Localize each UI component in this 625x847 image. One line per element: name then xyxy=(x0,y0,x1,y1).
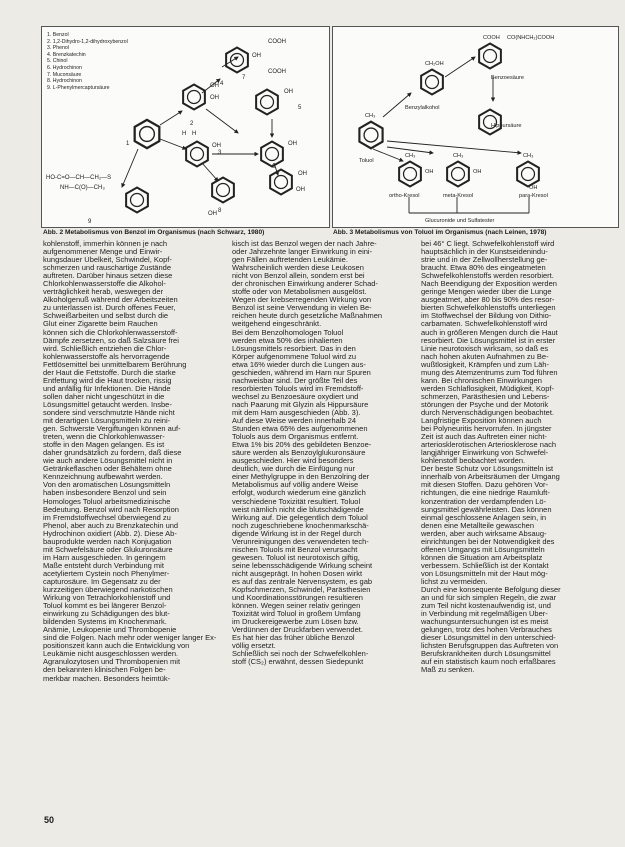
glucuronide-label: Glucuronide und Sulfatester xyxy=(425,218,495,224)
text-line: dieser Lösungsmittel in den unterschied- xyxy=(421,634,556,643)
text-line: Dämpfe zersetzen, so daß Salzsäure frei xyxy=(43,336,179,345)
text-line: werden, aber auch wirksame Absaug- xyxy=(421,529,547,538)
text-line: bierten Schwefelkohlenstoffs unterliegen xyxy=(421,304,556,313)
text-line: einwirkung zu Schädigungen des blut- xyxy=(43,610,170,619)
text-line: wechsel zu Benzoesäure oxydiert und xyxy=(232,392,359,401)
compound-number: 5 xyxy=(298,105,302,111)
text-line: kann. Bei chronischen Einwirkungen xyxy=(421,376,542,385)
text-line: Es hat hier das früher übliche Benzol xyxy=(232,634,355,643)
text-line: carbamaten. Schwefelkohlenstoff wird xyxy=(421,320,548,329)
text-line: strie und in der Zellwollherstellung ge- xyxy=(421,256,548,265)
legend-item: 1. Benzol xyxy=(47,32,69,38)
compound-number: 3 xyxy=(218,150,222,156)
text-line: Homologes Toluol arbeitsmedizinische xyxy=(43,497,171,506)
legend-item: 4. Brenzkatechin xyxy=(47,51,86,58)
text-line: wird. Schließlich entziehen die Chlor- xyxy=(43,344,167,353)
text-line: gelungen, trotz des hohen Verbrauches xyxy=(421,626,552,635)
text-line: es auf das zentrale Nervensystem, es gab xyxy=(232,577,373,586)
text-line: zum Teil nicht kostenaufwendig ist, und xyxy=(421,602,551,611)
compound-number: 7 xyxy=(242,75,246,81)
compound-number: 9 xyxy=(88,219,92,225)
group-label: CO(NHCH₂)COOH xyxy=(507,35,555,41)
benzol-pathway-diagram xyxy=(42,27,329,227)
text-line: kohlenstoff, immerhin können je nach xyxy=(43,240,168,248)
text-line: Wirkung auf. Die gelegentlich dem Toluol xyxy=(232,513,368,522)
compound-name: Benzoesäure xyxy=(491,75,524,81)
text-line: und Koordinationsstörungen resultieren xyxy=(232,594,363,603)
text-line: Bedeutung. Benzol wird nach Resorption xyxy=(43,505,179,514)
text-line: auf ein statistisch kaum noch erfaßbares xyxy=(421,658,556,667)
text-line: bei Polyneuritis hervorrufen. In jüngster xyxy=(421,425,552,434)
atom-label: COOH xyxy=(268,69,286,75)
text-line: in Verbindung mit regelmäßigen Über- xyxy=(421,610,548,619)
text-line: den bekannten klinischen Folgen be- xyxy=(43,666,166,675)
text-line: acetyliertem Cystein noch Phenylmer- xyxy=(43,569,170,578)
atom-label: OH xyxy=(288,141,297,147)
text-line: gewesen. Toluol ist neurotoxisch giftig, xyxy=(232,553,360,562)
text-line: kohlenwasserstoffe als hervorragende xyxy=(43,352,170,361)
text-line: Schließlich sei noch der Schwefelkohlen- xyxy=(232,650,369,659)
text-line: nach Paarung mit Glyzin als Hippursäure xyxy=(232,400,369,409)
group-label: OH xyxy=(425,169,434,175)
text-line: ausgeatmet, aber 80 bis 90% des resor- xyxy=(421,296,555,305)
text-line: Leukämie nicht ausgeschlossen werden. xyxy=(43,650,179,659)
text-line: offenen Umgangs mit Lösungsmitteln xyxy=(421,545,545,554)
atom-label: OH xyxy=(210,95,219,101)
text-line: treten, wenn die Chlorkohlenwasser- xyxy=(43,433,165,442)
text-line: ausgeschieden. Hier wird besonders xyxy=(232,457,354,466)
text-line: können sich die Chlorkohlenwasserstoff- xyxy=(43,328,178,337)
text-line: und anfällig für Infektionen. Die Hände xyxy=(43,384,171,393)
text-line: an und für sich simplen Regeln, die zwar xyxy=(421,594,557,603)
group-label: OH xyxy=(529,185,538,191)
compound-number: 1 xyxy=(126,141,130,147)
compound-name: para-Kresol xyxy=(519,193,548,199)
text-line: Von den aromatischen Lösungsmitteln xyxy=(43,481,171,490)
text-line: können. Wegen seiner relativ geringen xyxy=(232,602,361,611)
text-line: mit Schwefelsäure oder Glukuronsäure xyxy=(43,545,173,554)
legend-item: 9. L-Phenylmercaptursäure xyxy=(47,84,110,91)
text-line: digende Wirkung ist in der Regel durch xyxy=(232,529,362,538)
figure-caption: Abb. 3 Metabolismus von Toluol im Organismus (nach Leinen, 1978) xyxy=(333,229,547,236)
text-line: sind die Folgen. Nach mehr oder weniger langer Ex- xyxy=(43,634,217,643)
text-line: Hydrochinon oxidiert (Abb. 2). Diese Ab- xyxy=(43,529,177,538)
text-line: sondere sind verschmutzte Hände nicht xyxy=(43,408,175,417)
text-line: Maße entsteht durch Verbindung mit xyxy=(43,561,164,570)
text-line: sungsmittel gewährleisten. Das können xyxy=(421,505,552,514)
text-line: auch in größeren Mengen durch die Haut xyxy=(421,328,558,337)
text-line: nachweisbar sind. Der größte Teil des xyxy=(232,376,358,385)
text-line: Langfristige Exposition können auch xyxy=(421,417,542,426)
text-line: wachungsuntersuchungen ist es meist xyxy=(421,618,549,627)
text-line: langjähriger Einwirkung von Schwefel- xyxy=(421,449,549,458)
text-line: stoff (CS₂) erwähnt, dessen Siedepunkt xyxy=(232,658,364,667)
text-line: Lösungsmittels resorbiert. Das in den xyxy=(232,344,356,353)
text-line: haben insbesondere Benzol und sein xyxy=(43,489,167,498)
text-line: werden Schlaflosigkeit, Müdigkeit, Kopf- xyxy=(421,384,554,393)
text-line: positionszeit kann auch die Entwicklung von xyxy=(43,642,190,651)
compound-name: Hippursäure xyxy=(491,123,522,129)
text-line: wie auch andere Lösungsmittel nicht in xyxy=(43,457,173,466)
text-line: Maß zu senken. xyxy=(421,666,475,675)
text-line: verbessern. Schließlich ist der Kontakt xyxy=(421,561,549,570)
text-line: nach hohen akuten Aufnahmen zu Be- xyxy=(421,352,549,361)
compound-name: Benzylalkohol xyxy=(405,105,440,111)
text-line: Lösungsmittel getaucht werden. Insbe- xyxy=(43,400,172,409)
text-line: nicht von Benzol allein, sondern erst bei xyxy=(232,272,365,281)
text-line: Berufskrankheiten durch Lösungsmittel xyxy=(421,650,551,659)
text-line: Phenol, aber auch zu Brenzkatechin und xyxy=(43,521,179,530)
text-line: Auf diese Weise werden innerhalb 24 xyxy=(232,417,357,426)
text-line: säure werden als Benzoylglukuronsäure xyxy=(232,449,366,458)
text-line: können die Situation am Arbeitsplatz xyxy=(421,553,543,562)
text-line: innerhalb von Arbeitsräumen der Umgang xyxy=(421,473,560,482)
text-line: Stunden etwa 65% des aufgenommenen xyxy=(232,425,368,434)
side-chain-label: HO-C=O—CH—CH₂—S xyxy=(46,175,112,181)
legend-item: 6. Hydrochinon xyxy=(47,64,82,71)
text-line: völlig ersetzt. xyxy=(232,642,276,651)
text-line: einmal geschlossene Anlagen sein, in xyxy=(421,513,547,522)
text-column-1 xyxy=(43,240,225,683)
text-line: stoffe oder von Metabolismen ausgelöst. xyxy=(232,288,367,297)
group-label: OH xyxy=(473,169,482,175)
atom-label: OH xyxy=(252,53,261,59)
text-line: kungsdauer Übelkeit, Schwindel, Kopf- xyxy=(43,256,172,265)
text-line: werden etwa 50% des inhalierten xyxy=(232,336,343,345)
text-line: Toxizität wird Toluol in großem Umfang xyxy=(232,610,361,619)
page-number: 50 xyxy=(44,815,55,825)
text-line: etwa 16% wieder durch die Lungen aus- xyxy=(232,360,366,369)
text-line: Körper aufgenommene Toluol wird zu xyxy=(232,352,357,361)
text-line: der chronischen Einwirkung anderer Schad- xyxy=(232,280,378,289)
group-label: CH₃ xyxy=(523,153,534,159)
text-line: Etwa 1% bis 20% des gebildeten Benzoe- xyxy=(232,441,372,450)
text-line: Alkoholgenuß während der Arbeitszeiten xyxy=(43,296,178,305)
text-line: Toluols aus dem Organismus entfernt. xyxy=(232,433,359,442)
atom-label: H xyxy=(192,131,197,137)
legend-item: 2. 1,2-Dihydro-1,2-dihydroxybenzol xyxy=(47,38,128,45)
group-label: CH₂OH xyxy=(425,61,444,67)
text-line: Getränkeflaschen oder Behältern ohne xyxy=(43,465,172,474)
atom-label: COOH xyxy=(268,39,286,45)
text-line: capturosäure. Im Gegensatz zu der xyxy=(43,577,161,586)
legend-item: 8. Hydrochinon xyxy=(47,78,82,85)
text-line: Durch eine konsequente Befolgung dieser xyxy=(421,586,561,595)
text-line: Chlorkohlenwasserstoffe die Alkohol- xyxy=(43,280,166,289)
compound-number: 8 xyxy=(218,208,222,214)
text-line: weist nämlich nicht die blutschädigende xyxy=(232,505,364,514)
compound-name: ortho-Kresol xyxy=(389,193,420,199)
compound-name: meta-Kresol xyxy=(443,193,474,199)
text-line: der Haut die Fettstoffe. Durch die starke xyxy=(43,368,176,377)
text-line: Metabolismus auf völlig andere Weise xyxy=(232,481,359,490)
text-line: braucht. Etwa 80% des eingeatmeten xyxy=(421,264,546,273)
text-line: Fettlösemittel bei unmittelbarem Berührung xyxy=(43,360,187,369)
text-line: bauprodukte werden nach Konjugation xyxy=(43,537,172,546)
text-line: erfolgt, wodurch wiederum eine gänzlich xyxy=(232,489,366,498)
text-line: schmerzen und rauschartige Zustände xyxy=(43,264,171,273)
text-line: Bei dem Benzolhomologen Toluol xyxy=(232,328,344,337)
group-label: CH₃ xyxy=(405,153,416,159)
text-line: mit dem Harn ausgeschieden (Abb. 3). xyxy=(232,408,361,417)
text-line: resorbiert. Die Lösungsmittel ist in erster xyxy=(421,336,556,345)
text-line: konzentration der verdampfenden Lö- xyxy=(421,497,547,506)
text-line: mung des Atemzentrums zum Tod führen xyxy=(421,368,558,377)
compound-name: Toluol xyxy=(359,158,374,164)
text-line: Verdünnen der Druckfarben verwendet. xyxy=(232,626,363,635)
legend-item: 5. Chinol xyxy=(47,58,68,65)
text-line: gen Fällen auftretenden Leukämie. xyxy=(232,256,348,265)
compound-number: 2 xyxy=(190,121,194,127)
text-line: Glut einer Zigarette beim Rauchen xyxy=(43,320,158,329)
text-line: im Stoffwechsel der Bildung von Dithio- xyxy=(421,312,552,321)
atom-label: H xyxy=(182,131,187,137)
atom-label: OH xyxy=(210,83,219,89)
text-line: kohlenstoff beobachtet worden. xyxy=(421,457,526,466)
text-line: durch Nervenschädigungen beobachtet. xyxy=(421,408,555,417)
text-column-3 xyxy=(421,240,609,675)
text-line: mit derartigen Lösungsmitteln zu reini- xyxy=(43,417,171,426)
text-line: störungen der Psyche und der Motorik xyxy=(421,400,549,409)
text-line: seine lebensschädigende Wirkung scheint xyxy=(232,561,373,570)
text-line: Entfettung wird die Haut trocken, rissig xyxy=(43,376,172,385)
text-line: oder Jahrzehnte langer Einwirkung in eini- xyxy=(232,248,373,257)
text-line: Schweißarbeiten und selbst durch die xyxy=(43,312,169,321)
compound-number: 4 xyxy=(220,81,224,87)
text-line: merkbar machen. Besonders heimtük- xyxy=(43,674,171,683)
text-line: im Druckereigewerbe zum Lösen bzw. xyxy=(232,618,359,627)
text-line: Benzol ist seine Verwendung in vielen Be- xyxy=(232,304,372,313)
text-line: Wegen der krebserregenden Wirkung von xyxy=(232,296,372,305)
text-line: Schwefelkohlenstoffs werden resorbiert. xyxy=(421,272,554,281)
text-line: geringe Mengen wieder über die Lunge xyxy=(421,288,552,297)
text-line: Wahrscheinlich werden diese Leukosen xyxy=(232,264,364,273)
text-line: Anämie, Leukopenie und Thrombopenie xyxy=(43,626,177,635)
atom-label: OH xyxy=(212,143,221,149)
text-line: Wirkung von Tetrachlorkohlenstoff und xyxy=(43,594,171,603)
text-line: nischen Toluols mit Benzol verursacht xyxy=(232,545,358,554)
text-line: einer Methylgruppe in den Benzolring der xyxy=(232,473,370,482)
text-line: denen eine Metallteile gewaschen xyxy=(421,521,534,530)
text-line: daher grundsätzlich zu fordern, daß diese xyxy=(43,449,182,458)
text-line: aufgenommener Menge und Einwir- xyxy=(43,248,163,257)
legend-item: 3. Phenol xyxy=(47,45,69,52)
text-line: deutlich, wie durch die Einfügung nur xyxy=(232,465,355,474)
atom-label: OH xyxy=(208,211,217,217)
text-line: im Harn ausgeschieden. In geringem xyxy=(43,553,166,562)
figure-benzol-metabolism xyxy=(41,26,330,228)
text-column-2 xyxy=(232,240,414,666)
text-line: bei 46° C liegt. Schwefelkohlenstoff wird xyxy=(421,240,555,248)
compound-number: 6 xyxy=(272,164,276,170)
text-line: kurzzeitigen überwiegend narkotischen xyxy=(43,586,173,595)
text-line: einrichtungen bei der Notwendigkeit des xyxy=(421,537,555,546)
text-line: richtungen, die eine niedrige Raumluft- xyxy=(421,489,550,498)
text-line: wußtlosigkeit, Krämpfen und zum Läh- xyxy=(421,360,549,369)
text-line: weitgehend eingeschränkt. xyxy=(232,320,322,329)
text-line: schmerzen, Parästhesien und Lebens- xyxy=(421,392,550,401)
text-line: verträglichkeit herab, weswegen der xyxy=(43,288,164,297)
toluol-pathway-diagram xyxy=(333,27,618,227)
text-line: resorbierten Toluols wird im Fremdstoff- xyxy=(232,384,364,393)
text-line: lichst zu vermeiden. xyxy=(421,577,488,586)
text-line: Verunreinigungen des verwendeten tech- xyxy=(232,537,369,546)
text-line: von Lösungsmitteln mit der Haut mög- xyxy=(421,569,548,578)
text-line: geschieden, während im Harn nur Spuren xyxy=(232,368,371,377)
text-line: Agranulozytosen und Thrombopenien mit xyxy=(43,658,181,667)
text-line: auftreten. Darüber hinaus setzen diese xyxy=(43,272,173,281)
text-line: arteriosklerotischen Arteriosklerose nach xyxy=(421,441,557,450)
text-line: Der beste Schutz vor Lösungsmitteln ist xyxy=(421,465,554,474)
legend-item: 7. Muconsäure xyxy=(47,71,82,78)
text-line: noch zugeschriebene knochenmarkschä- xyxy=(232,521,369,530)
atom-label: OH xyxy=(296,187,305,193)
group-label: CH₃ xyxy=(453,153,464,159)
text-line: Kopfschmerzen, Schwindel, Parästhesien xyxy=(232,586,371,595)
text-line: Zeit ist auch das Auftreten einer nicht- xyxy=(421,433,547,442)
side-chain-label: NH—C(O)—CH₃ xyxy=(60,185,105,191)
text-line: bildenden Systems im Knochenmark. xyxy=(43,618,167,627)
text-line: Linie neurotoxisch wirksam, so daß es xyxy=(421,344,549,353)
text-line: lichsten Berufsgruppen das Auftreten von xyxy=(421,642,559,651)
group-label: COOH xyxy=(483,35,500,41)
group-label: CH₃ xyxy=(365,113,376,119)
text-line: Kennzeichnung aufbewahrt werden. xyxy=(43,473,163,482)
text-line: Nach Beendigung der Exposition werden xyxy=(421,280,557,289)
text-line: sollen daher nicht ungeschützt in die xyxy=(43,392,165,401)
text-line: kisch ist das Benzol wegen der nach Jahre- xyxy=(232,240,377,248)
text-line: zu unterlassen ist. Durch offenes Feuer, xyxy=(43,304,176,313)
text-line: hauptsächlich in der Kunstseidenindu- xyxy=(421,248,548,257)
text-line: Toluol kommt es bei längerer Benzol- xyxy=(43,602,167,611)
text-line: reichen heute durch gesetzliche Maßnahmen xyxy=(232,312,383,321)
text-line: nicht ausgeprägt. In hohen Dosen wirkt xyxy=(232,569,363,578)
atom-label: OH xyxy=(284,89,293,95)
text-line: gen. Schwerste Vergiftungen können auf- xyxy=(43,425,181,434)
figure-toluol-metabolism xyxy=(332,26,619,228)
text-line: verschiedene Toxizität resultiert. Toluol xyxy=(232,497,361,506)
text-line: im Fremdstoffwechsel überwiegend zu xyxy=(43,513,171,522)
text-line: mit diesen Stoffen. Dazu gehören Vor- xyxy=(421,481,549,490)
text-line: stoffe in den Magen gelangen. Es ist xyxy=(43,441,165,450)
figure-caption: Abb. 2 Metabolismus von Benzol im Organismus (nach Schwarz, 1980) xyxy=(43,229,265,236)
atom-label: OH xyxy=(298,171,307,177)
